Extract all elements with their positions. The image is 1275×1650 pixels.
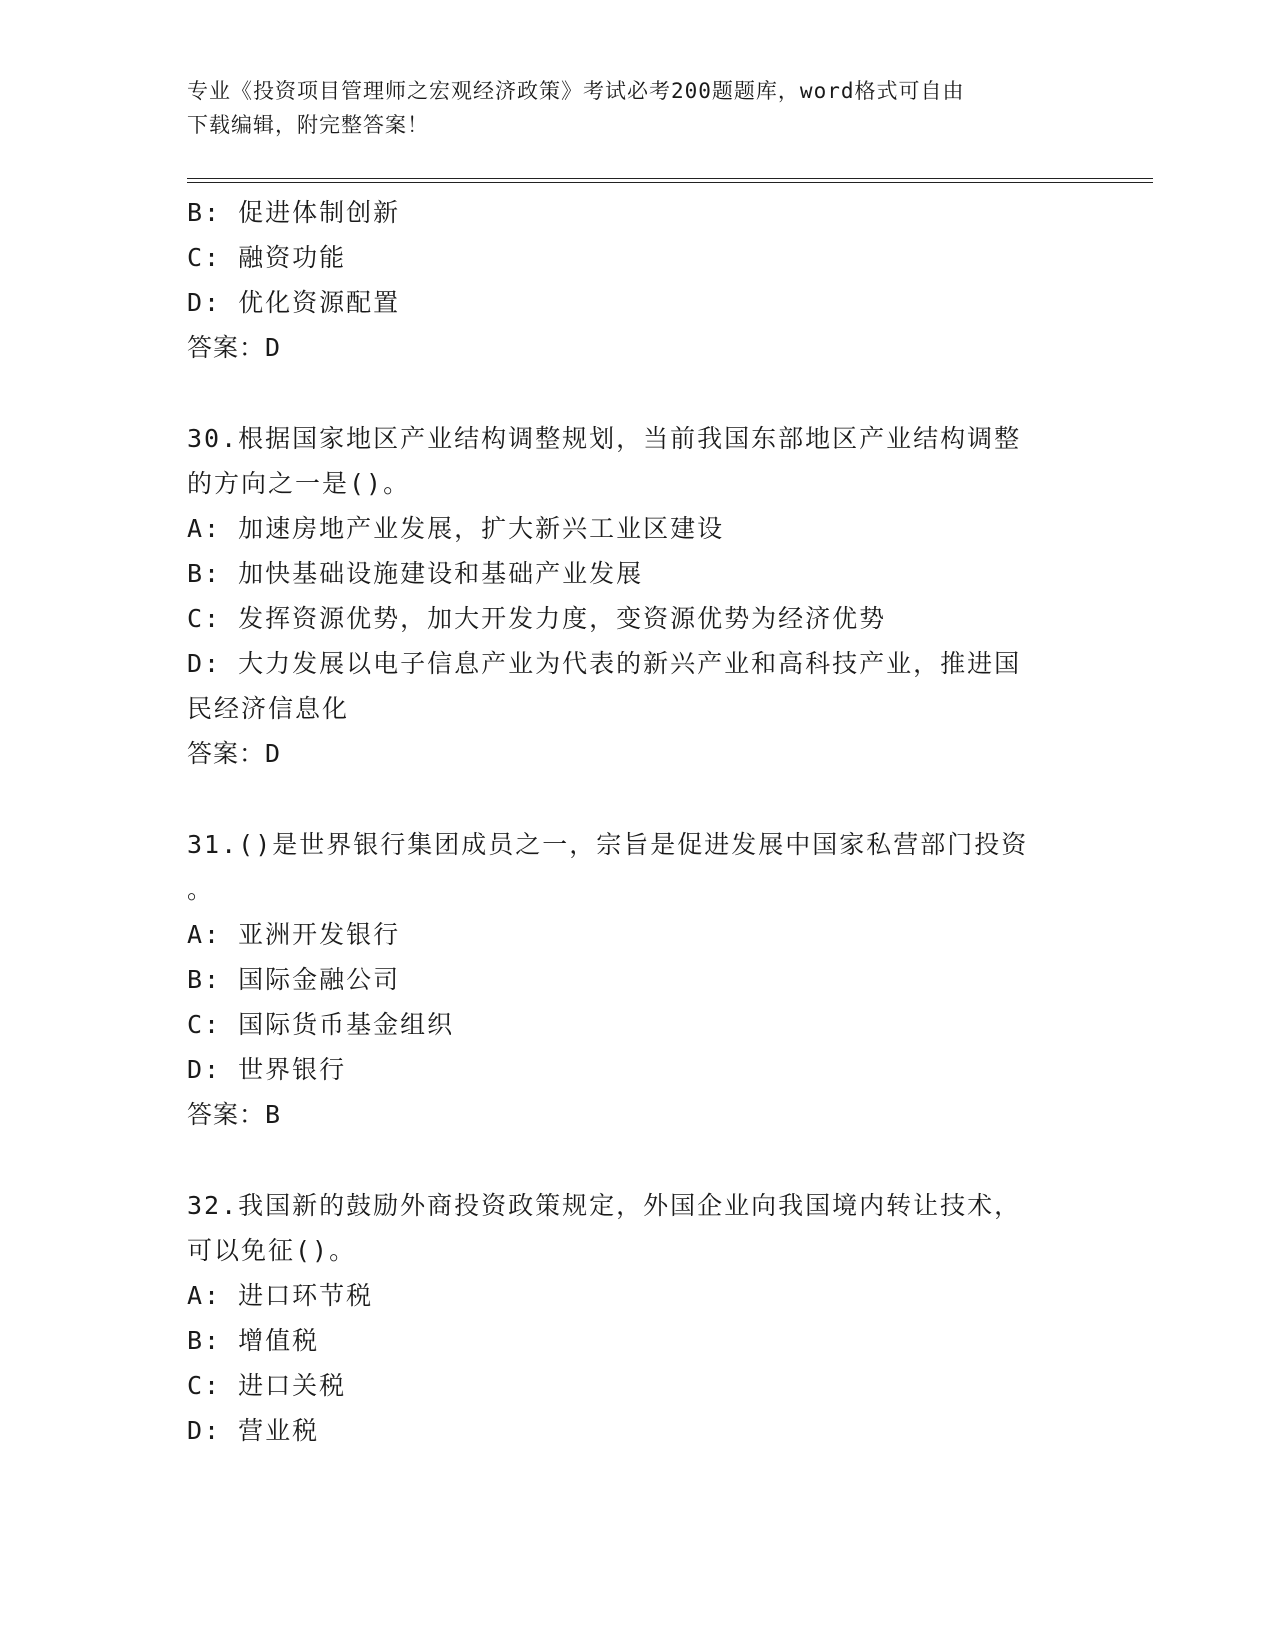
option-b: B: 加快基础设施建设和基础产业发展 xyxy=(187,559,644,588)
option-d: D: 大力发展以电子信息产业为代表的新兴产业和高科技产业，推进国 xyxy=(187,649,1022,678)
option-a: A: 亚洲开发银行 xyxy=(187,920,401,949)
option-c: C: 进口关税 xyxy=(187,1371,347,1400)
answer-label: 答案： xyxy=(187,739,266,768)
option-a: A: 进口环节税 xyxy=(187,1281,374,1310)
question-text-line-1: 31.()是世界银行集团成员之一，宗旨是促进发展中国家私营部门投资 xyxy=(187,830,1029,859)
option-d-continued: 民经济信息化 xyxy=(187,694,350,723)
spacer xyxy=(187,1137,1087,1183)
question-text-line-1: 30.根据国家地区产业结构调整规划，当前我国东部地区产业结构调整 xyxy=(187,424,1022,453)
option-d: D: 优化资源配置 xyxy=(187,288,401,317)
option-c: C: 融资功能 xyxy=(187,243,347,272)
header-divider xyxy=(187,178,1153,183)
option-d: D: 营业税 xyxy=(187,1416,320,1445)
answer-label: 答案： xyxy=(187,333,266,362)
question-text-line-2: 的方向之一是()。 xyxy=(187,469,411,498)
answer-label: 答案： xyxy=(187,1100,266,1129)
question-30 xyxy=(187,416,1087,776)
question-31 xyxy=(187,822,1087,1137)
answer xyxy=(187,325,1087,370)
question-32 xyxy=(187,1183,1087,1453)
spacer xyxy=(187,776,1087,822)
option-b: B: 促进体制创新 xyxy=(187,198,401,227)
question-text-line-2: 可以免征()。 xyxy=(187,1236,357,1265)
question-text-line-1: 32.我国新的鼓励外商投资政策规定，外国企业向我国境内转让技术， xyxy=(187,1191,1022,1220)
option-c: C: 发挥资源优势，加大开发力度，变资源优势为经济优势 xyxy=(187,604,887,633)
question-text-line-2: 。 xyxy=(187,875,215,904)
spacer xyxy=(187,370,1087,416)
option-b: B: 增值税 xyxy=(187,1326,320,1355)
question-list xyxy=(187,190,1087,1453)
header-line-1: 专业《投资项目管理师之宏观经济政策》考试必考200题题库，word格式可自由 xyxy=(187,79,965,103)
answer xyxy=(187,1092,1087,1137)
answer-value: D xyxy=(265,333,283,362)
option-b: B: 国际金融公司 xyxy=(187,965,401,994)
option-a: A: 加速房地产业发展，扩大新兴工业区建设 xyxy=(187,514,725,543)
option-c: C: 国际货币基金组织 xyxy=(187,1010,455,1039)
question-29-continued xyxy=(187,190,1087,370)
option-d: D: 世界银行 xyxy=(187,1055,347,1084)
answer xyxy=(187,731,1087,776)
answer-value: B xyxy=(265,1100,283,1129)
answer-value: D xyxy=(265,739,283,768)
header-line-2: 下载编辑，附完整答案！ xyxy=(187,113,429,137)
document-header xyxy=(187,74,1087,142)
